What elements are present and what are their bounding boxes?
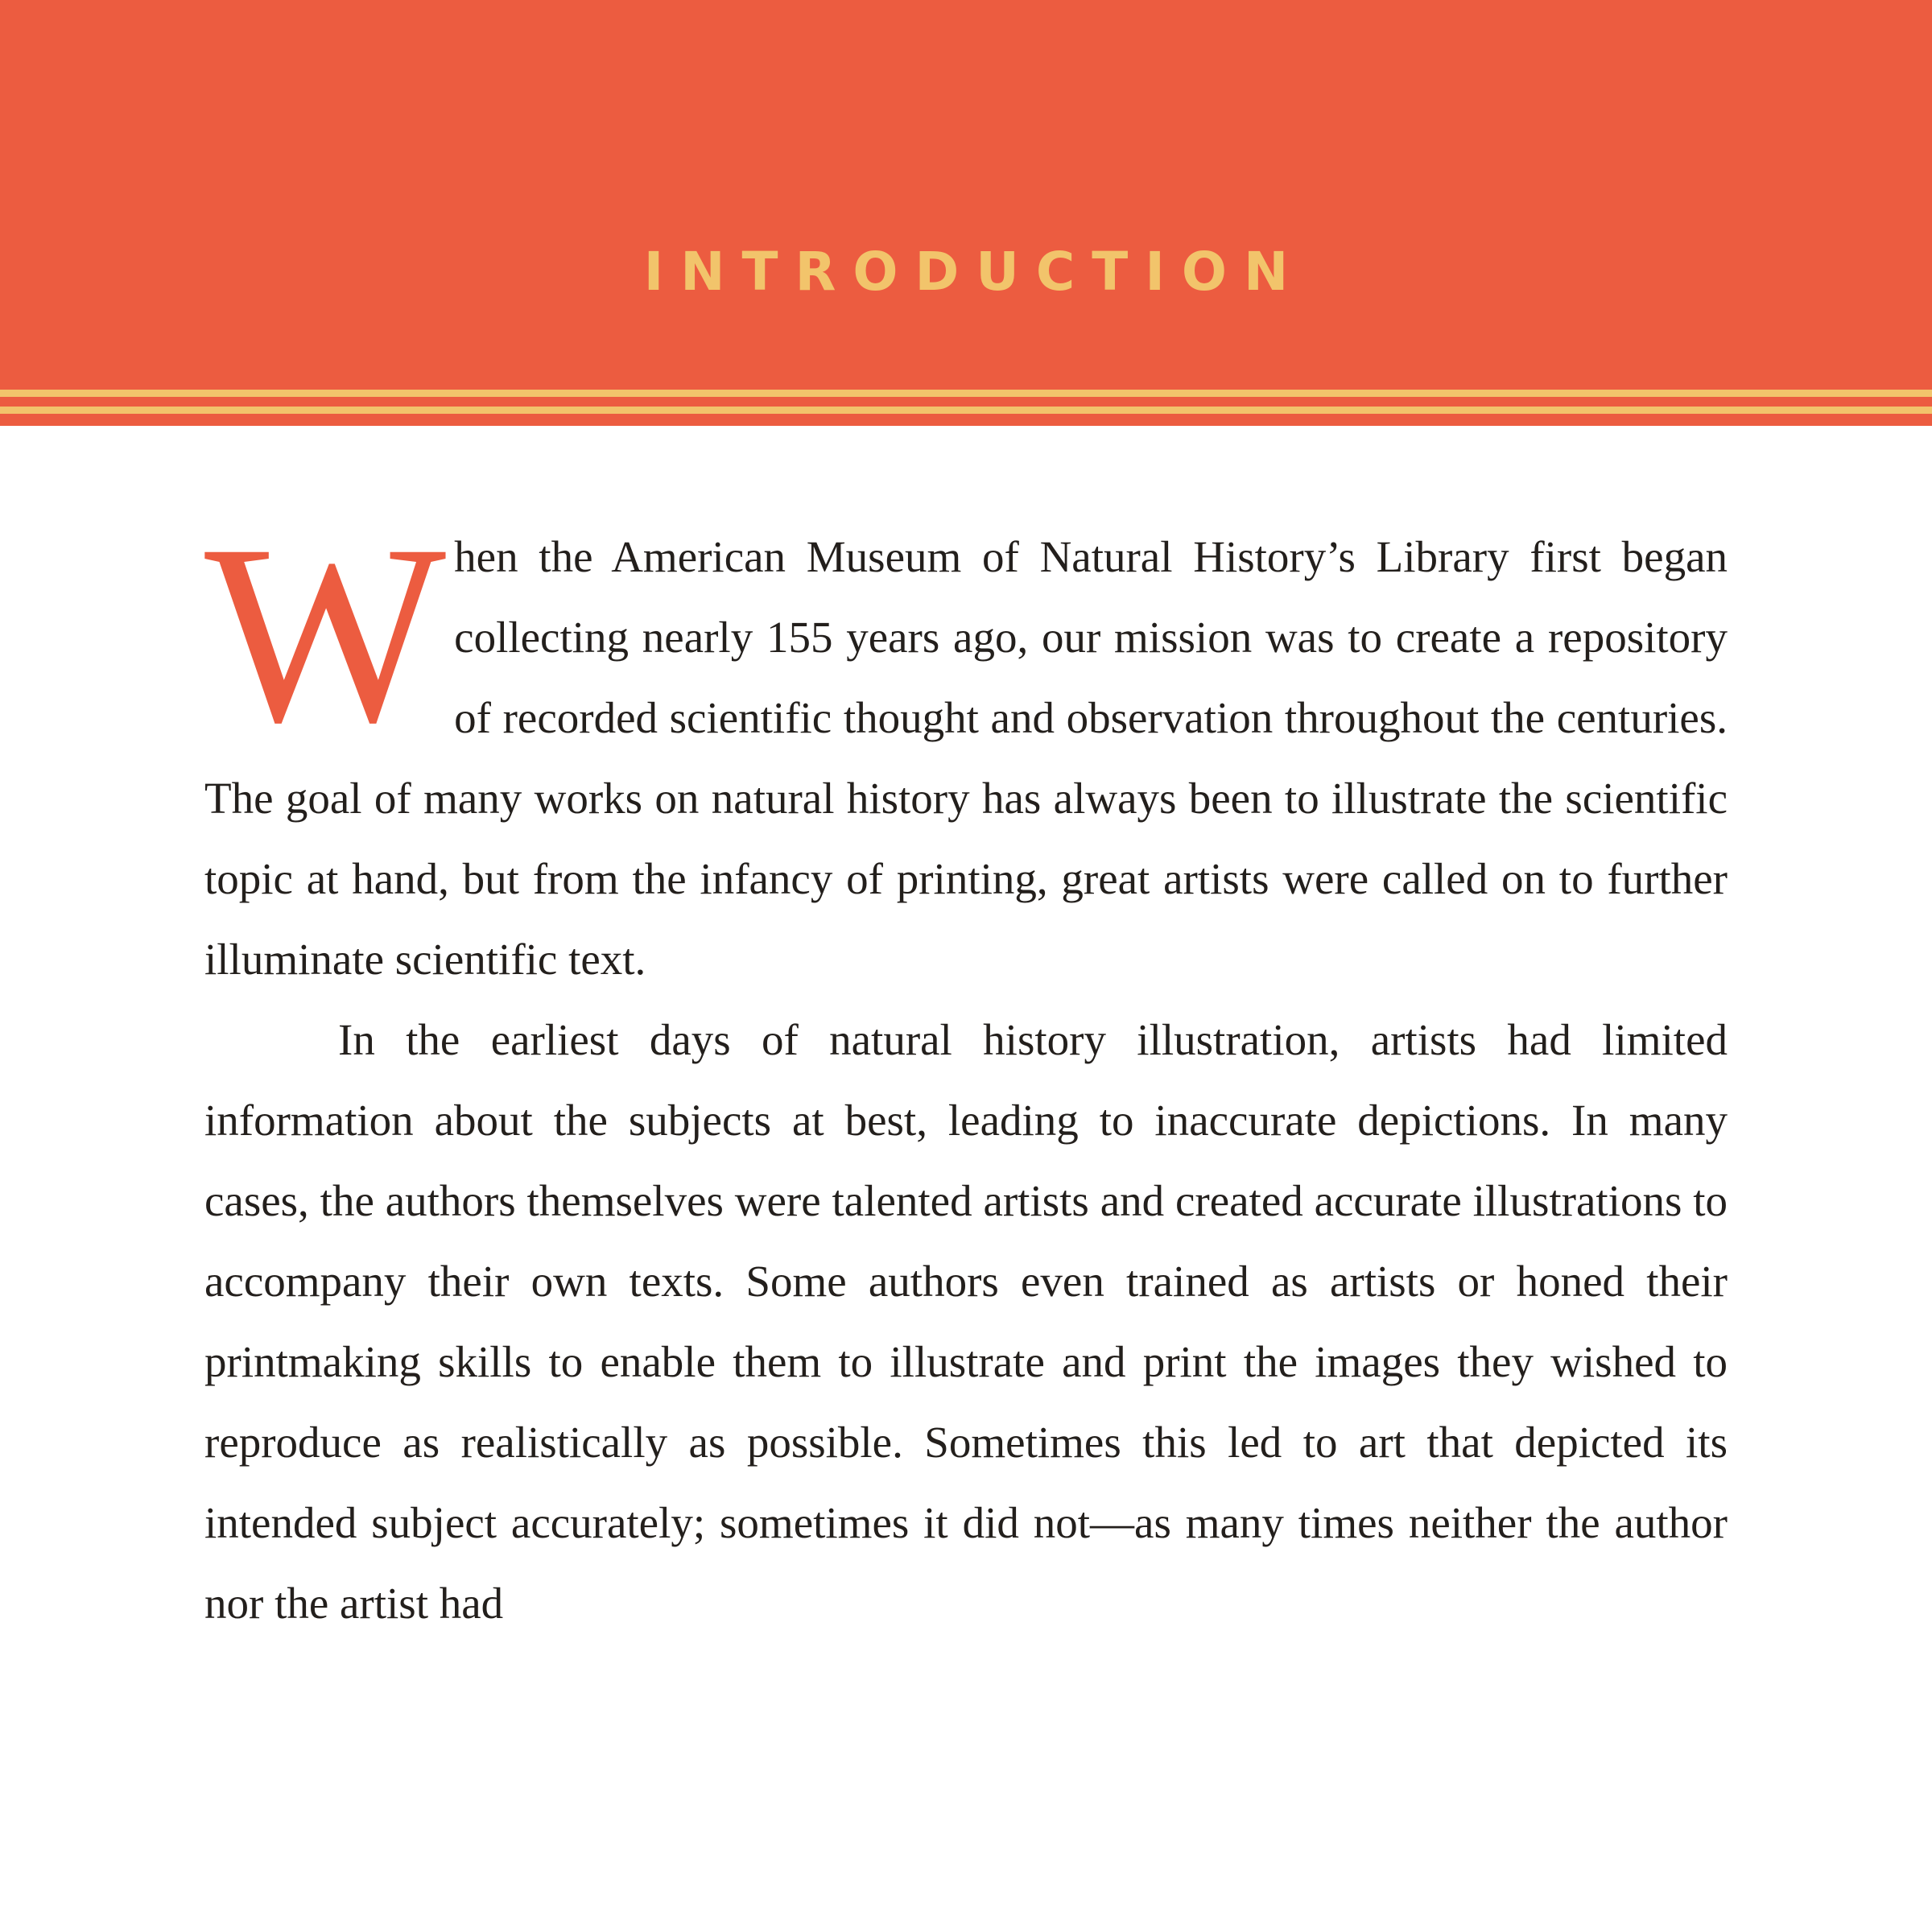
paragraph-1 [204, 492, 1728, 1000]
header-band [0, 0, 1932, 426]
paragraph-1-text: hen the American Museum of Natural History’s Library first began collecting nearly 155 years ago, our mission was to create a repository of recorded scientific thought and observation throughout the centuries. The goal of many works on natural history has always been to illustrate the scientific topic at hand, but from the infancy of printing, great artists were called on to further illuminate scientific text. [204, 532, 1728, 984]
header-stripe-bottom [0, 407, 1932, 414]
paragraph-2: In the earliest days of natural history illustration, artists had limited information about the subjects at best, leading to inaccurate depictions. In many cases, the authors themselves were talented artists and created accurate illustrations to accompany their own texts. Some authors even trained as artists or honed their printmaking skills to enable them to illustrate and print the images they wished to reproduce as realistically as possible. Sometimes this led to art that depicted its intended subject accurately; sometimes it did not—as many times neither the author nor the artist had [204, 1015, 1728, 1628]
drop-cap: W [204, 492, 447, 775]
header-stripe-top [0, 390, 1932, 397]
body-text [204, 492, 1728, 1644]
section-title: INTRODUCTION [643, 241, 1306, 303]
